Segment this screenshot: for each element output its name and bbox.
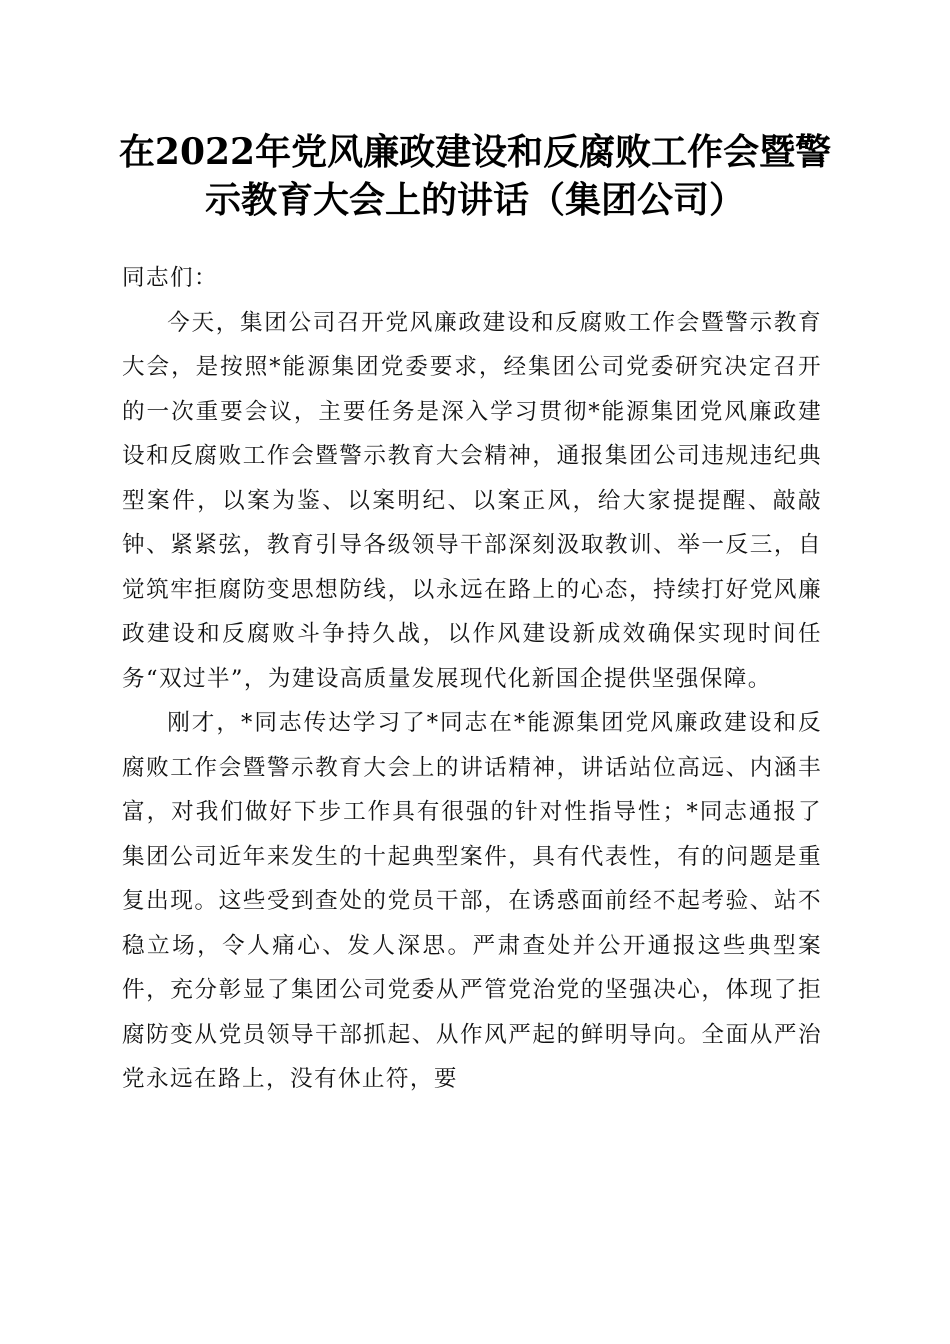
- salutation: 同志们：: [122, 265, 218, 291]
- paragraph-1: 今天，集团公司召开党风廉政建设和反腐败工作会暨警示教育大会，是按照*能源集团党委要求，经集团公司党委研究决定召开的一次重要会议，主要任务是深入学习贯彻*能源集团党风廉政建设和反腐败工作会暨警示教育大会精神，通报集团公司违规违纪典型案件，以案为鉴、以案明纪、以案正风，给大家提提醒、敲敲钟、紧紧弦，教育引导各级领导干部深刻汲取教训、举一反三，自觉筑牢拒腐防变思想防线，以永远在路上的心态，持续打好党风廉政建设和反腐败斗争持久战，以作风建设新成效确保实现时间任务“双过半”，为建设高质量发展现代化新国企提供坚强保障。: [122, 309, 822, 692]
- title-line-1: 在2022年党风廉政建设和反腐败工作会暨警: [118, 131, 832, 173]
- document-title: [90, 128, 860, 224]
- paragraph-2: 刚才，*同志传达学习了*同志在*能源集团党风廉政建设和反腐败工作会暨警示教育大会上的讲话精神，讲话站位高远、内涵丰富，对我们做好下步工作具有很强的针对性指导性；*同志通报了集团公司近年来发生的十起典型案件，具有代表性，有的问题是重复出现。这些受到查处的党员干部，在诱惑面前经不起考验、站不稳立场，令人痛心、发人深思。严肃查处并公开通报这些典型案件，充分彰显了集团公司党委从严管党治党的坚强决心，体现了拒腐防变从党员领导干部抓起、从作风严起的鲜明导向。全面从严治党永远在路上，没有休止符，要: [122, 710, 822, 1092]
- document-body: [122, 256, 822, 1102]
- title-line-2: 示教育大会上的讲话（集团公司）: [204, 179, 745, 221]
